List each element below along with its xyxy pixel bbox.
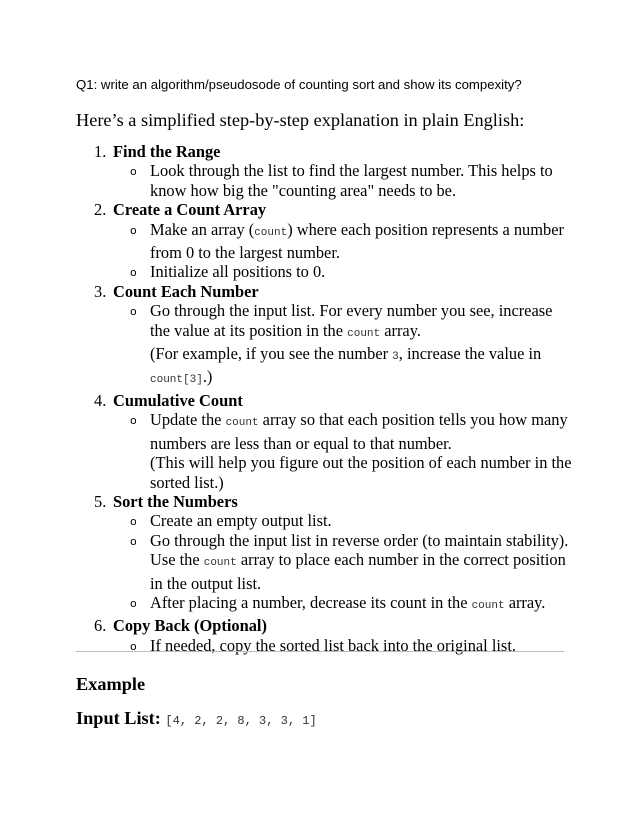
text-fragment: Go through the input list. For every number you see, increase the value at its position in the (150, 301, 553, 340)
sub-item (94, 262, 574, 281)
bullet-icon (94, 511, 150, 530)
inline-code: count (347, 327, 381, 340)
steps-list (94, 142, 574, 655)
sub-list (94, 636, 574, 655)
horizontal-divider (76, 651, 564, 652)
text-fragment: (This will help you figure out the position of each number in the sorted list.) (150, 453, 572, 492)
bullet-glyph: o (130, 414, 137, 428)
sub-list (94, 410, 574, 492)
bullet-glyph: o (130, 165, 137, 179)
step-item (94, 282, 574, 391)
sub-list (94, 161, 574, 200)
inline-code: count (203, 557, 237, 570)
sub-text (150, 511, 574, 530)
step-heading (94, 492, 574, 511)
bullet-glyph: o (130, 305, 137, 319)
step-item (94, 391, 574, 492)
step-title: Count Each Number (113, 281, 259, 301)
text-fragment: Make an array ( (150, 219, 255, 239)
step-item (94, 200, 574, 282)
sub-list (94, 220, 574, 282)
text-fragment: Go through the input list in reverse order (to maintain stability). Use the (150, 530, 569, 570)
step-title: Copy Back (Optional) (113, 616, 267, 636)
step-item (94, 492, 574, 616)
text-fragment: array so that each position tells you how many numbers are less than or equal to that number. (150, 410, 568, 453)
step-number: 3. (94, 281, 107, 301)
text-fragment: , increase the value in (398, 344, 542, 364)
text-fragment: (For example, if you see the number (150, 344, 393, 364)
step-number: 1. (94, 142, 107, 161)
sub-item (94, 511, 574, 530)
step-item (94, 616, 574, 655)
bullet-glyph: o (130, 639, 137, 653)
sub-text (150, 593, 574, 616)
text-fragment: Look through the list to find the largest number. This helps to know how big the "counting area" needs to be. (150, 161, 553, 200)
step-heading (94, 616, 574, 635)
question-line: Q1: write an algorithm/pseudosode of counting sort and show its compexity? (76, 77, 522, 92)
step-heading (94, 391, 574, 410)
inline-code: count (254, 226, 288, 239)
text-fragment: If needed, copy the sorted list back into the original list. (150, 635, 516, 655)
bullet-icon (94, 220, 150, 263)
sub-item (94, 220, 574, 263)
step-title: Sort the Numbers (113, 491, 238, 511)
bullet-icon (94, 531, 150, 593)
text-fragment: .) (202, 367, 213, 387)
bullet-icon (94, 301, 150, 391)
step-heading (94, 282, 574, 301)
sub-item (94, 636, 574, 655)
bullet-icon (94, 636, 150, 655)
step-heading (94, 142, 574, 161)
sub-item (94, 593, 574, 616)
sub-text (150, 262, 574, 281)
text-fragment: Create an empty output list. (150, 511, 332, 531)
sub-item (94, 410, 574, 492)
sub-item (94, 301, 574, 391)
bullet-glyph: o (130, 223, 137, 237)
step-number: 6. (94, 616, 107, 636)
inline-code: count[3] (150, 374, 203, 387)
text-fragment: array. (380, 320, 421, 340)
sub-item (94, 161, 574, 200)
text-fragment: After placing a number, decrease its count in the (150, 592, 472, 612)
text-fragment: array. (504, 592, 546, 612)
sub-list (94, 511, 574, 616)
step-number: 5. (94, 491, 107, 511)
step-title: Create a Count Array (113, 200, 267, 220)
sub-text (150, 301, 574, 391)
inline-code: 3 (392, 351, 399, 364)
step-title: Cumulative Count (113, 390, 243, 410)
input-list-label: Input List: (76, 708, 161, 728)
inline-code: count (225, 417, 259, 430)
bullet-glyph: o (130, 596, 137, 610)
sub-text (150, 636, 574, 655)
bullet-glyph: o (130, 515, 137, 529)
inline-code: count (471, 599, 505, 612)
example-heading: Example (76, 674, 146, 694)
bullet-icon (94, 161, 150, 200)
step-number: 4. (94, 390, 107, 410)
bullet-icon (94, 262, 150, 281)
bullet-icon (94, 593, 150, 616)
step-item (94, 142, 574, 200)
sub-text (150, 531, 574, 593)
sub-list (94, 301, 574, 391)
step-title: Find the Range (113, 142, 221, 161)
sub-text (150, 161, 574, 200)
input-list-line (76, 707, 317, 732)
bullet-glyph: o (130, 534, 137, 548)
text-fragment: ) where each position represents a number from 0 to the largest number. (150, 219, 564, 263)
bullet-glyph: o (130, 266, 137, 280)
text-fragment: Initialize all positions to 0. (150, 262, 326, 282)
input-list-value: [4, 2, 2, 8, 3, 3, 1] (165, 714, 317, 728)
sub-item (94, 531, 574, 593)
sub-text (150, 220, 574, 263)
text-fragment: array to place each number in the correct position in the output list. (150, 550, 566, 593)
step-heading (94, 200, 574, 219)
text-fragment: Update the (150, 410, 226, 430)
sub-text (150, 410, 574, 492)
step-number: 2. (94, 200, 107, 220)
bullet-icon (94, 410, 150, 492)
intro-line: Here’s a simplified step-by-step explanation in plain English: (76, 110, 525, 130)
